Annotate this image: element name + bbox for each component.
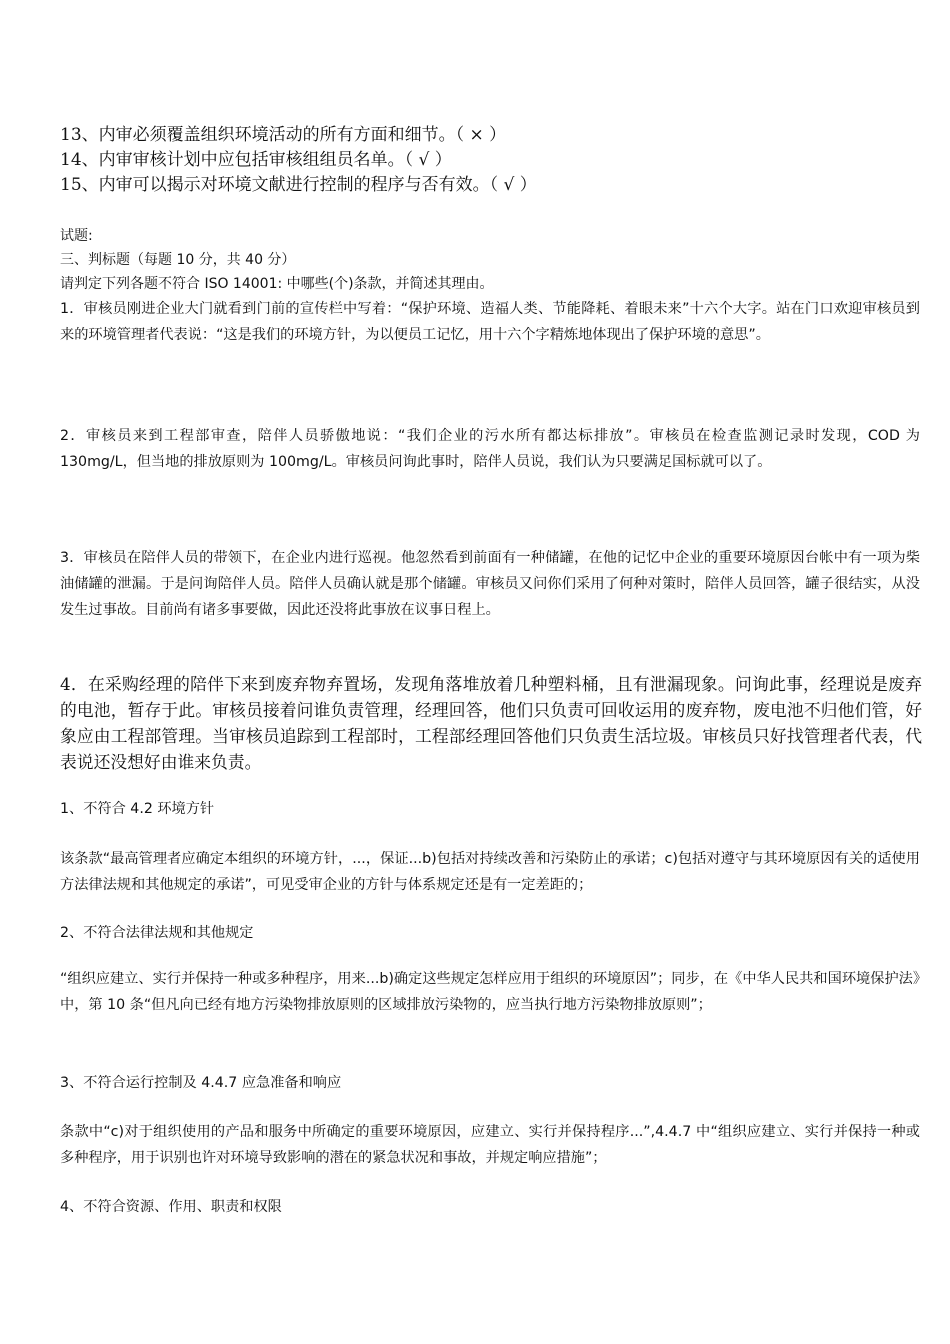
answer-2-text: “组织应建立、实行并保持一种或多种程序，用来...b)确定这些规定怎样应用于组织的环境原因”；同步，在《中华人民共和国环境保护法》中，第 10 条“但凡向已经有地方污染物排放原则的区域排放污染物的，应当执行地方污染物排放原则”； — [60, 971, 920, 1013]
answer-2-heading: 2、不符合法律法规和其他规定 — [60, 925, 254, 941]
answer-3-text: 条款中“c)对于组织使用的产品和服务中所确定的重要环境原因，应建立、实行并保持程序...”,4.4.7 中“组织应建立、实行并保持一种或多种程序，用于识别也许对环境导致影响的潜在的紧急状况和事故，并规定响应措施”； — [60, 1124, 920, 1166]
question-4: 4．在采购经理的陪伴下来到废弃物弃置场，发现角落堆放着几种塑料桶，且有泄漏现象。问询此事，经理说是废弃的电池，暂存于此。审核员接着问谁负责管理，经理回答，他们只负责可回收运用的废弃物，废电池不归他们管，好象应由工程部管理。当审核员追踪到工程部时，工程部经理回答他们只负责生活垃圾。审核员只好找管理者代表，代表说还没想好由谁来负责。 — [60, 674, 922, 772]
answer-1-heading: 1、不符合 4.2 环境方针 — [60, 801, 215, 817]
true-false-item-15: 15、内审可以揭示对环境文献进行控制的程序与否有效。（ √ ） — [60, 175, 537, 195]
true-false-item-13: 13、内审必须覆盖组织环境活动的所有方面和细节。（ × ） — [60, 125, 507, 145]
answer-1-text: 该条款“最高管理者应确定本组织的环境方针，...，保证...b)包括对持续改善和污染防止的承诺；c)包括对遵守与其环境原因有关的适使用方法律法规和其他规定的承诺”，可见受审企业的方针与体系规定还是有一定差距的； — [60, 851, 920, 893]
answer-3-heading: 3、不符合运行控制及 4.4.7 应急准备和响应 — [60, 1075, 342, 1091]
question-1: 1．审核员刚进企业大门就看到门前的宣传栏中写着：“保护环境、造福人类、节能降耗、着眼未来”十六个大字。站在门口欢迎审核员到来的环境管理者代表说：“这是我们的环境方针，为以便员工记忆，用十六个字精炼地体现出了保护环境的意思”。 — [60, 301, 920, 343]
exam-label: 试题: — [60, 228, 93, 244]
section-title: 三、判标题（每题 10 分，共 40 分） — [60, 252, 296, 268]
instruction: 请判定下列各题不符合 ISO 14001: 中哪些(个)条款，并简述其理由。 — [60, 276, 494, 292]
answer-4-heading: 4、不符合资源、作用、职责和权限 — [60, 1199, 282, 1215]
true-false-item-14: 14、内审审核计划中应包括审核组组员名单。（ √ ） — [60, 150, 452, 170]
question-3: 3．审核员在陪伴人员的带领下，在企业内进行巡视。他忽然看到前面有一种储罐，在他的记忆中企业的重要环境原因台帐中有一项为柴油储罐的泄漏。于是问询陪伴人员。陪伴人员确认就是那个储罐。审核员又问你们采用了何种对策时，陪伴人员回答，罐子很结实，从没发生过事故。目前尚有诸多事要做，因此还没将此事放在议事日程上。 — [60, 550, 920, 618]
question-2: 2．审核员来到工程部审查，陪伴人员骄傲地说：“我们企业的污水所有都达标排放”。审核员在检查监测记录时发现，COD 为 130mg/L，但当地的排放原则为 100mg/L。审核员问询此事时，陪伴人员说，我们认为只要满足国标就可以了。 — [60, 428, 920, 470]
